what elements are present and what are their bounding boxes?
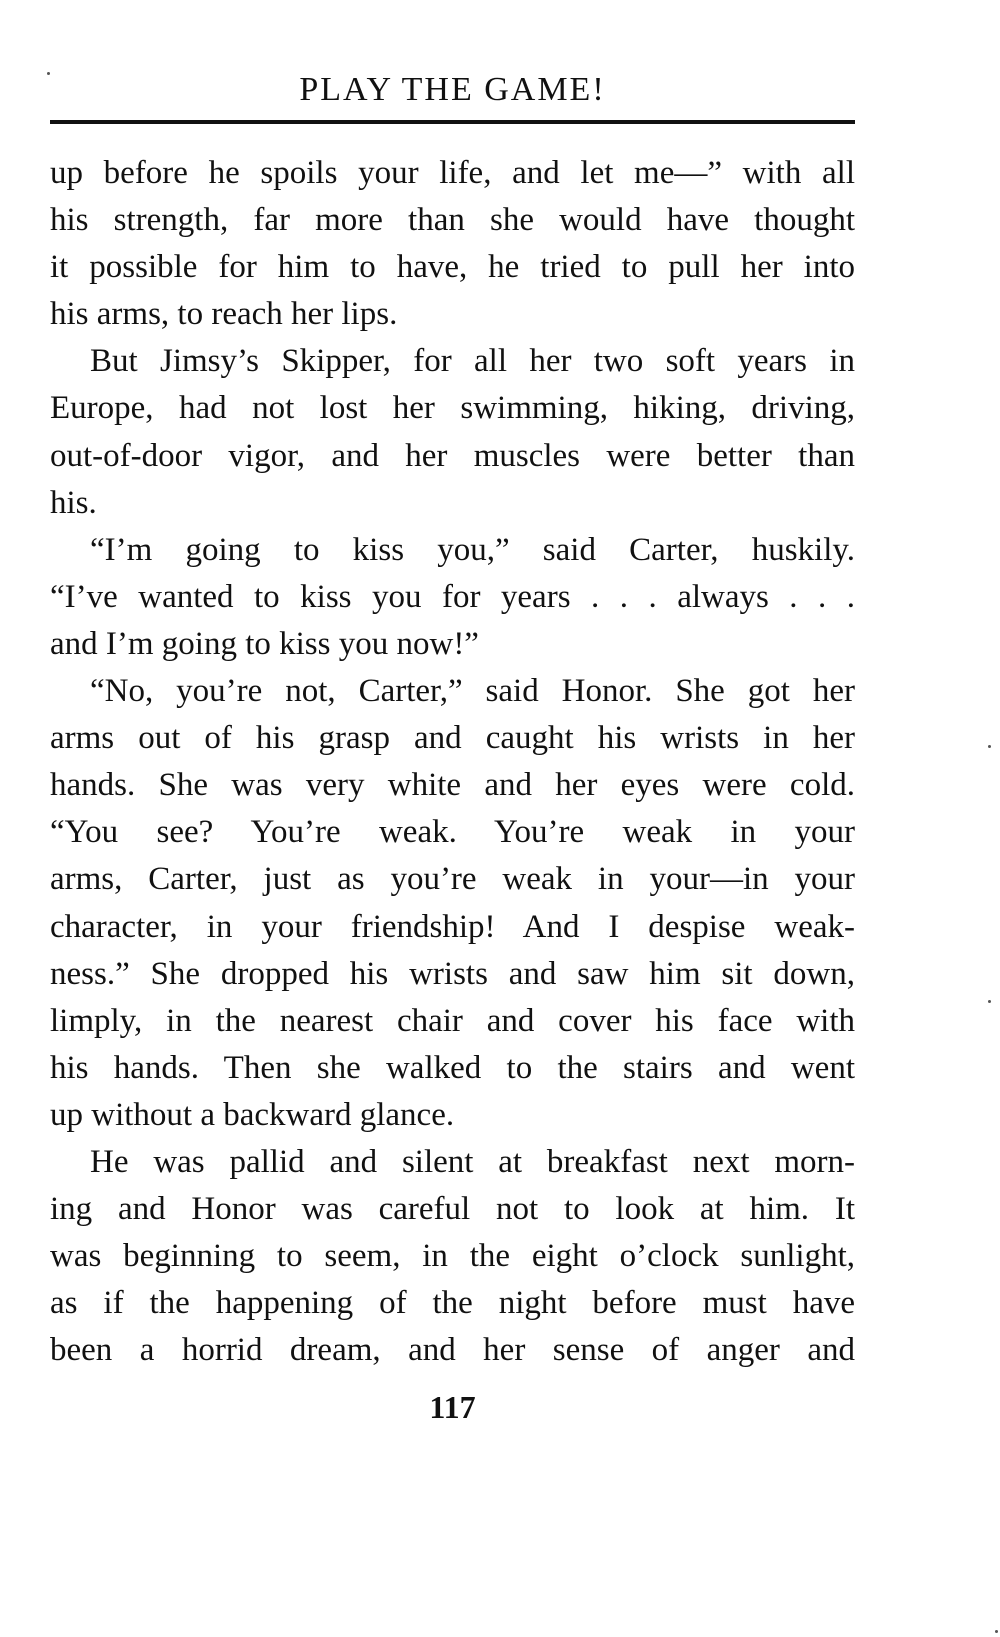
text-line: arms, Carter, just as you’re weak in your—in your	[50, 861, 855, 898]
text-line: his hands. Then she walked to the stairs and went	[50, 1049, 855, 1086]
running-head: PLAY THE GAME!	[299, 71, 606, 108]
text-line: He was pallid and silent at breakfast next morn-	[90, 1143, 855, 1180]
text-line: But Jimsy’s Skipper, for all her two soft years in	[90, 343, 855, 380]
body-text	[50, 150, 855, 1374]
paragraph-5	[50, 1139, 855, 1374]
text-line: his strength, far more than she would have thought	[50, 202, 855, 239]
text-line: was beginning to seem, in the eight o’clock sunlight,	[50, 1238, 855, 1275]
text-line: “I’m going to kiss you,” said Carter, huskily.	[90, 531, 855, 568]
text-line: ing and Honor was careful not to look at him. It	[50, 1191, 855, 1228]
text-line: and I’m going to kiss you now!”	[50, 625, 479, 662]
scan-speck	[995, 1630, 998, 1633]
text-line: Europe, had not lost her swimming, hiking, driving,	[50, 390, 855, 427]
text-line: “No, you’re not, Carter,” said Honor. She got her	[90, 673, 855, 710]
text-line: character, in your friendship! And I despise weak-	[50, 908, 855, 945]
text-line: “I’ve wanted to kiss you for years . . . always . . .	[50, 578, 855, 615]
header-rule	[50, 120, 855, 124]
text-line: it possible for him to have, he tried to pull her into	[50, 249, 855, 286]
scan-speck	[988, 1000, 991, 1003]
text-line: up without a backward glance.	[50, 1096, 455, 1133]
text-line: as if the happening of the night before must have	[50, 1285, 855, 1322]
scan-speck	[47, 72, 50, 75]
text-line: his.	[50, 484, 97, 521]
paragraph-2	[50, 338, 855, 526]
text-line: arms out of his grasp and caught his wrists in her	[50, 720, 855, 757]
paragraph-4	[50, 668, 855, 1139]
page-number: 117	[429, 1389, 476, 1425]
paragraph-1	[50, 150, 855, 338]
text-line: his arms, to reach her lips.	[50, 296, 398, 333]
paragraph-3	[50, 527, 855, 668]
text-line: “You see? You’re weak. You’re weak in your	[50, 814, 855, 851]
scan-speck	[988, 745, 991, 748]
text-line: limply, in the nearest chair and cover his face with	[50, 1002, 855, 1039]
text-line: hands. She was very white and her eyes were cold.	[50, 767, 855, 804]
text-line: out-of-door vigor, and her muscles were better than	[50, 437, 855, 474]
text-line: ness.” She dropped his wrists and saw him sit down,	[50, 955, 855, 992]
text-line: up before he spoils your life, and let me—” with all	[50, 155, 855, 191]
text-line: been a horrid dream, and her sense of anger and	[50, 1332, 855, 1369]
